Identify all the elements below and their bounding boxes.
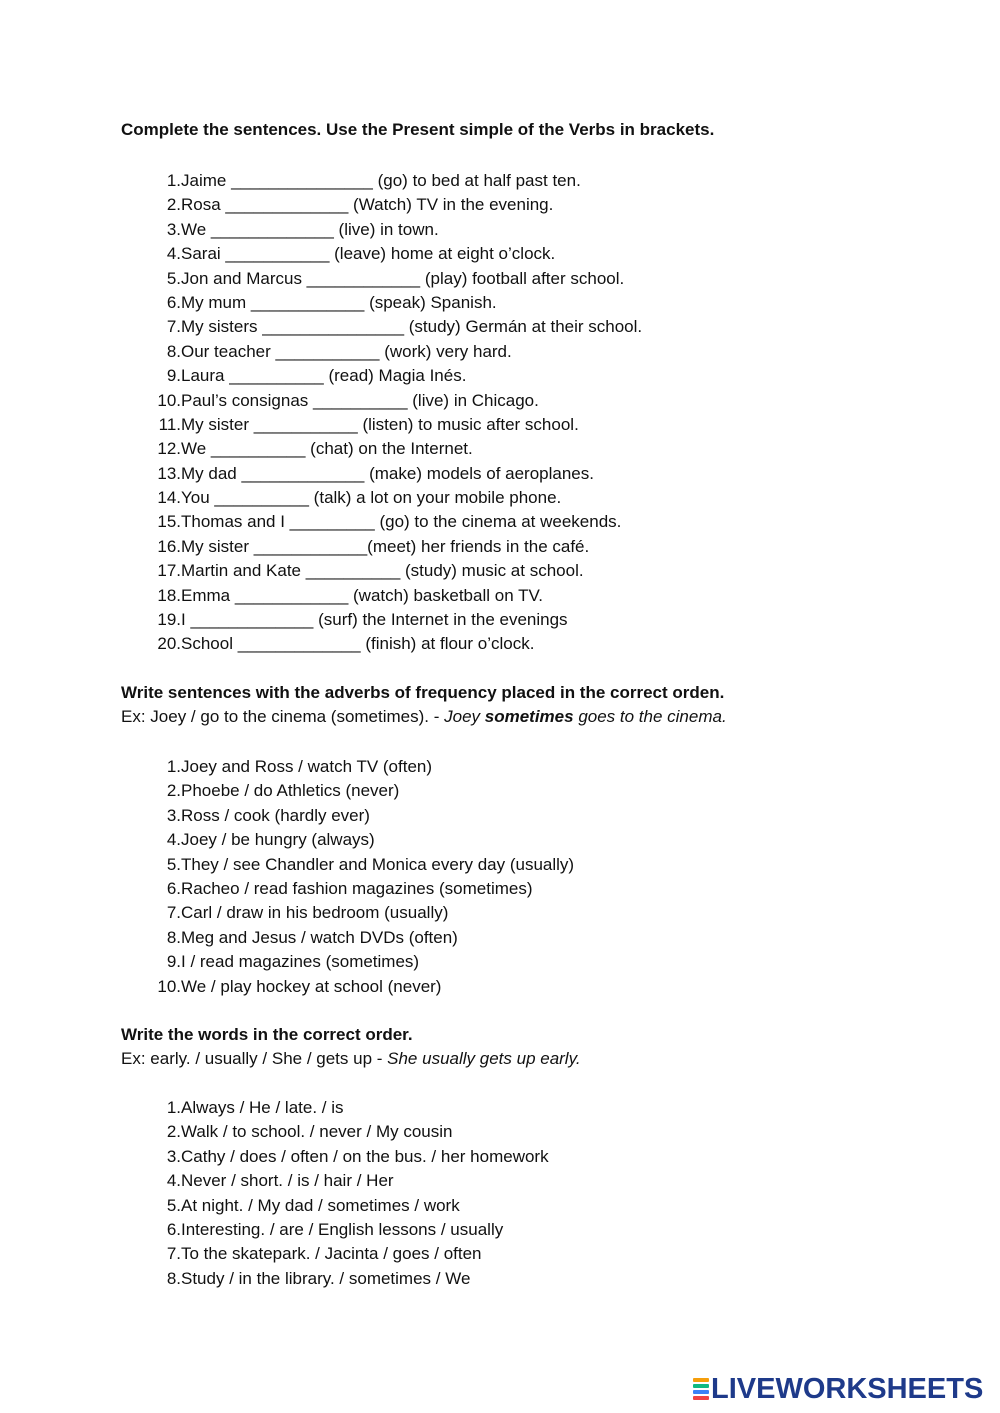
item-text: They / see Chandler and Monica every day (usually) <box>181 854 575 874</box>
item-number: 1. <box>166 1098 181 1117</box>
item-number: 8. <box>166 927 181 947</box>
item-number: 3. <box>166 805 181 825</box>
item-number: 12. <box>157 439 181 459</box>
item-text: Racheo / read fashion magazines (sometimes) <box>181 878 533 898</box>
item-number: 8. <box>166 1268 181 1288</box>
item-text: We __________ (chat) on the Internet. <box>181 439 473 459</box>
section-word-order <box>121 1023 961 1288</box>
item-text: My dad _____________ (make) models of aeroplanes. <box>181 463 594 483</box>
item-text: Never / short. / is / hair / Her <box>181 1171 394 1191</box>
item-text: Phoebe / do Athletics (never) <box>181 781 400 801</box>
item-text: School _____________ (finish) at flour o’clock. <box>181 634 535 654</box>
item-text: Paul’s consignas __________ (live) in Chicago. <box>181 390 539 410</box>
item-number: 17. <box>157 561 181 581</box>
item-text: I _____________ (surf) the Internet in the evenings <box>181 610 568 630</box>
liveworksheets-logo <box>693 1374 983 1404</box>
example-prompt: Ex: Joey / go to the cinema (sometimes). - <box>121 707 445 726</box>
item-number: 18. <box>157 585 181 605</box>
item-text: My sister ___________ (listen) to music after school. <box>181 414 579 434</box>
item-number: 20. <box>157 634 181 654</box>
example-prompt: Ex: early. / usually / She / gets up - <box>121 1049 388 1068</box>
item-number: 14. <box>157 488 181 508</box>
item-text: Rosa _____________ (Watch) TV in the evening. <box>181 195 554 215</box>
item-number: 5. <box>166 854 181 874</box>
item-text: Jaime _______________ (go) to bed at half past ten. <box>181 171 581 190</box>
item-text: My mum ____________ (speak) Spanish. <box>181 292 497 312</box>
item-text: Interesting. / are / English lessons / usually <box>181 1219 504 1239</box>
item-text: I / read magazines (sometimes) <box>181 952 420 972</box>
item-text: Martin and Kate __________ (study) music at school. <box>181 561 584 581</box>
item-text: Emma ____________ (watch) basketball on TV. <box>181 585 543 605</box>
item-number: 9. <box>166 366 181 386</box>
item-text: My sister ____________(meet) her friends in the café. <box>181 536 590 556</box>
item-number: 11. <box>158 414 181 434</box>
item-number: 8. <box>166 341 181 361</box>
section-adverbs-frequency <box>121 681 961 996</box>
item-number: 6. <box>166 292 181 312</box>
item-text: Jon and Marcus ____________ (play) football after school. <box>181 268 625 288</box>
item-number: 7. <box>166 1244 181 1264</box>
example-answer-b: goes to the cinema. <box>573 707 727 726</box>
item-number: 5. <box>166 268 181 288</box>
item-number: 19. <box>157 610 181 630</box>
item-text: Meg and Jesus / watch DVDs (often) <box>181 927 458 947</box>
example-answer: She usually gets up early. <box>387 1049 581 1068</box>
item-number: 4. <box>166 830 181 850</box>
item-text: At night. / My dad / sometimes / work <box>181 1195 460 1215</box>
example-line <box>121 705 961 729</box>
section-title: Complete the sentences. Use the Present simple of the Verbs in brackets. <box>121 120 715 139</box>
item-number: 15. <box>157 512 181 532</box>
item-number: 13. <box>157 463 181 483</box>
item-number: 3. <box>166 219 181 239</box>
logo-mark-bar <box>693 1378 709 1382</box>
item-number: 10. <box>157 390 181 410</box>
logo-mark-bar <box>693 1384 709 1388</box>
item-number: 4. <box>166 244 181 264</box>
item-text: Thomas and I _________ (go) to the cinema at weekends. <box>181 512 622 532</box>
item-number: 1. <box>166 171 181 190</box>
logo-mark-bar <box>693 1396 709 1400</box>
logo-mark-bar <box>693 1390 709 1394</box>
item-number: 7. <box>166 903 181 923</box>
item-number: 7. <box>166 317 181 337</box>
item-number: 1. <box>166 757 181 776</box>
item-text: Walk / to school. / never / My cousin <box>181 1122 453 1142</box>
item-number: 10. <box>157 976 181 996</box>
example-answer-a: Joey <box>444 707 485 726</box>
item-text: Carl / draw in his bedroom (usually) <box>181 903 449 923</box>
item-number: 2. <box>166 1122 181 1142</box>
item-number: 16. <box>157 536 181 556</box>
item-text: Study / in the library. / sometimes / We <box>181 1268 471 1288</box>
item-number: 9. <box>166 952 181 972</box>
section-title: Write sentences with the adverbs of frequency placed in the correct orden. <box>121 683 725 702</box>
item-text: Cathy / does / often / on the bus. / her homework <box>181 1146 549 1166</box>
logo-text: LIVEWORKSHEETS <box>711 1372 984 1405</box>
section-title: Write the words in the correct order. <box>121 1025 413 1044</box>
example-answer-bold: sometimes <box>484 707 574 726</box>
item-text: My sisters _______________ (study) Germán at their school. <box>181 317 643 337</box>
item-text: We _____________ (live) in town. <box>181 219 439 239</box>
item-number: 5. <box>166 1195 181 1215</box>
item-text: Always / He / late. / is <box>181 1098 344 1117</box>
section-present-simple <box>121 118 961 654</box>
item-number: 3. <box>166 1146 181 1166</box>
item-number: 6. <box>166 878 181 898</box>
liveworksheets-logo-icon <box>693 1377 709 1401</box>
item-number: 2. <box>166 781 181 801</box>
item-number: 6. <box>166 1219 181 1239</box>
item-text: You __________ (talk) a lot on your mobile phone. <box>181 488 562 508</box>
item-text: Laura __________ (read) Magia Inés. <box>181 366 467 386</box>
item-text: Sarai ___________ (leave) home at eight o’clock. <box>181 244 556 264</box>
item-text: To the skatepark. / Jacinta / goes / often <box>181 1244 482 1264</box>
item-number: 4. <box>166 1171 181 1191</box>
item-text: Joey / be hungry (always) <box>181 830 375 850</box>
item-text: Joey and Ross / watch TV (often) <box>181 757 433 776</box>
example-line <box>121 1047 961 1071</box>
item-text: We / play hockey at school (never) <box>181 976 442 996</box>
item-text: Ross / cook (hardly ever) <box>181 805 370 825</box>
item-text: Our teacher ___________ (work) very hard. <box>181 341 512 361</box>
item-number: 2. <box>166 195 181 215</box>
